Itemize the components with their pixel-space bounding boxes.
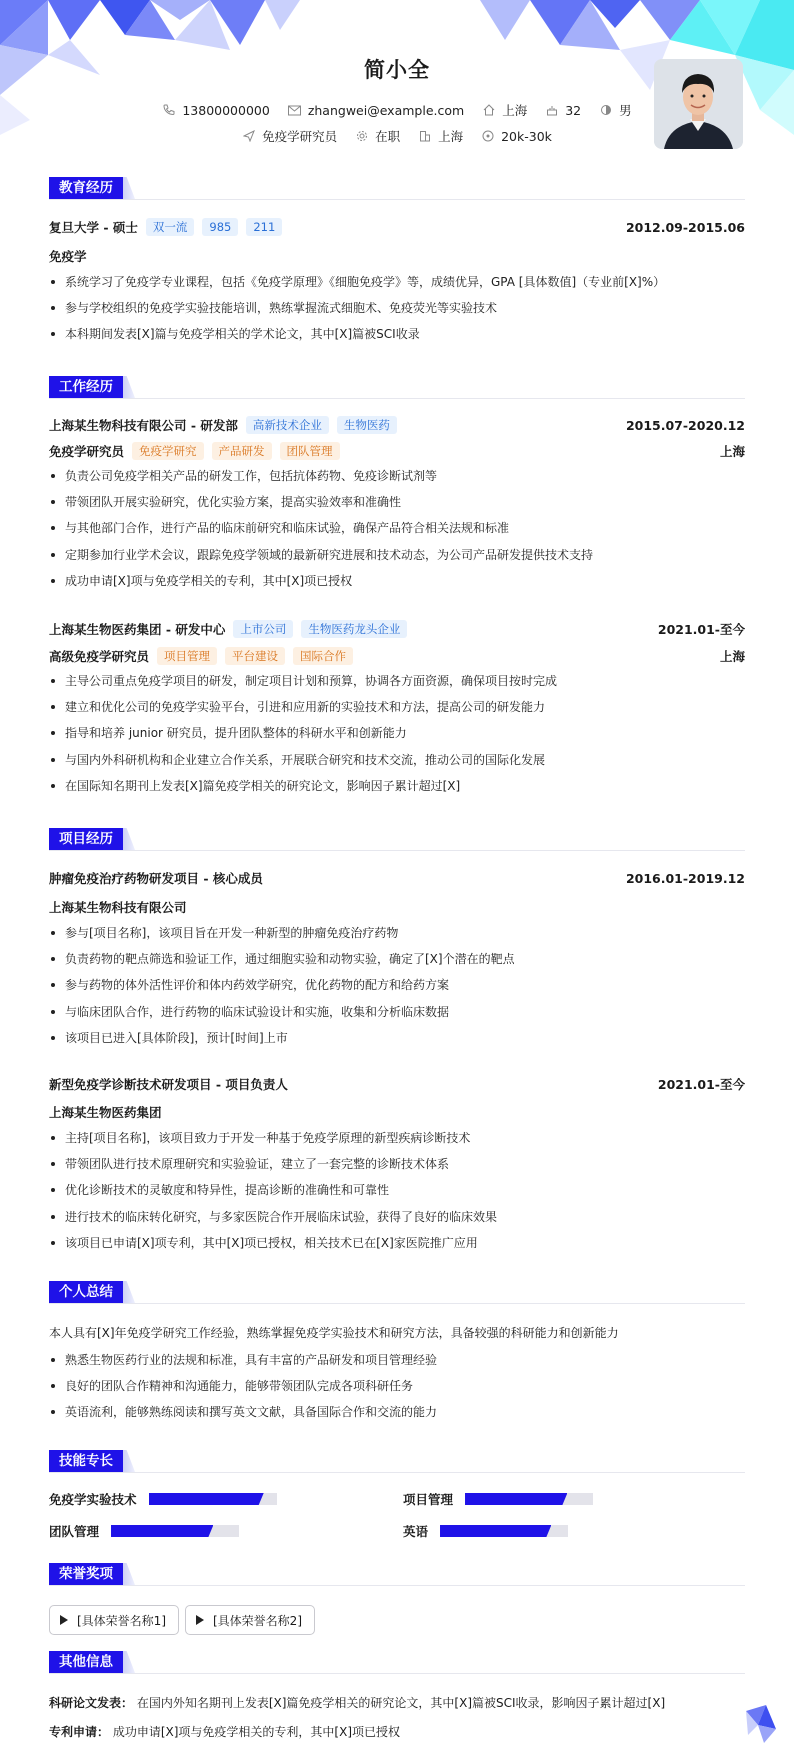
project-org: 上海某生物科技有限公司 — [49, 900, 187, 915]
section-title: 个人总结 — [49, 1281, 123, 1303]
skill-item — [49, 1522, 239, 1540]
project-title: 新型免疫学诊断技术研发项目 - 项目负责人 — [49, 1077, 288, 1092]
skill-name: 团队管理 — [49, 1524, 100, 1539]
education-date: 2012.09-2015.06 — [625, 219, 745, 235]
logo-icon — [744, 1705, 780, 1743]
major-row — [49, 247, 745, 265]
list-item: 带领团队进行技术原理研究和实验验证，建立了一套完整的诊断技术体系 — [49, 1155, 745, 1181]
major-name: 免疫学 — [49, 249, 87, 264]
list-item: 指导和培养 junior 研究员，提升团队整体的科研水平和创新能力 — [49, 724, 745, 750]
section-header — [49, 1651, 745, 1673]
award-name: [具体荣誉名称2] — [213, 1613, 302, 1628]
skill-name: 项目管理 — [403, 1492, 454, 1507]
phone-info — [162, 103, 269, 118]
role-tag: 国际合作 — [293, 647, 353, 665]
projects-section — [49, 828, 745, 1258]
candidate-name: 简小全 — [364, 58, 430, 82]
list-item: 进行技术的临床转化研究，与多家医院合作开展临床试验，获得了良好的临床效果 — [49, 1208, 745, 1234]
section-header — [49, 376, 745, 398]
company-tag: 上市公司 — [233, 620, 293, 638]
list-item: 该项目已进入[具体阶段]，预计[时间]上市 — [49, 1029, 745, 1055]
list-item: 带领团队开展实验研究，优化实验方案，提高实验效率和准确性 — [49, 493, 745, 519]
profile-photo — [654, 59, 743, 149]
other-section — [49, 1651, 745, 1751]
project-org-row — [49, 898, 745, 916]
job-role-row — [49, 442, 745, 460]
divider — [49, 1472, 745, 1473]
cake-icon — [545, 103, 559, 117]
role-tag: 免疫学研究 — [132, 442, 204, 460]
skill-bar-fill — [440, 1525, 551, 1537]
role-tag: 项目管理 — [157, 647, 217, 665]
divider — [49, 850, 745, 851]
job-role: 免疫学研究员 — [49, 444, 125, 459]
work-section — [49, 376, 745, 816]
section-header — [49, 828, 745, 850]
section-title: 荣誉奖项 — [49, 1563, 123, 1585]
education-header — [49, 218, 745, 236]
city-text: 上海 — [502, 103, 528, 118]
award-item — [185, 1605, 315, 1635]
send-icon — [242, 129, 256, 143]
list-item: 熟悉生物医药行业的法规和标准，具有丰富的产品研发和项目管理经验 — [49, 1351, 745, 1377]
other-value: 成功申请[X]项与免疫学相关的专利，其中[X]项已授权 — [112, 1725, 401, 1739]
divider — [49, 398, 745, 399]
role-tag: 产品研发 — [212, 442, 272, 460]
company-name: 上海某生物科技有限公司 - 研发部 — [49, 418, 238, 433]
list-item: 与临床团队合作，进行药物的临床试验设计和实施，收集和分析临床数据 — [49, 1003, 745, 1029]
school-name: 复旦大学 - 硕士 — [49, 220, 138, 235]
gender-icon — [599, 103, 613, 117]
gear-icon — [355, 129, 369, 143]
other-value: 在国内外知名期刊上发表[X]篇免疫学相关的研究论文，其中[X]篇被SCI收录，影响因子累计超过[X] — [136, 1696, 666, 1710]
gender-text: 男 — [619, 103, 632, 118]
phone-text: 13800000000 — [182, 102, 270, 118]
company-tag: 生物医药 — [337, 416, 397, 434]
section-header — [49, 1281, 745, 1303]
list-item: 在国际知名期刊上发表[X]篇免疫学相关的研究论文，影响因子累计超过[X] — [49, 777, 745, 803]
job-location: 上海 — [719, 649, 745, 664]
skill-bar — [111, 1525, 239, 1537]
job-location: 上海 — [719, 444, 745, 459]
list-item: 主导公司重点免疫学项目的研发，制定项目计划和预算，协调各方面资源，确保项目按时完成 — [49, 672, 745, 698]
project-title: 肿瘤免疫治疗药物研发项目 - 核心成员 — [49, 871, 263, 886]
skill-bar-fill — [465, 1493, 567, 1505]
play-icon — [196, 1615, 204, 1625]
job-role: 高级免疫学研究员 — [49, 649, 150, 664]
list-item: 负责药物的靶点筛选和验证工作，通过细胞实验和动物实验，确定了[X]个潜在的靶点 — [49, 950, 745, 976]
project-bullets — [49, 924, 745, 1055]
list-item: 英语流利，能够熟练阅读和撰写英文文献，具备国际合作和交流的能力 — [49, 1403, 745, 1429]
school-tag: 双一流 — [146, 218, 195, 236]
email-text: zhangwei@example.com — [307, 102, 465, 118]
list-item: 建立和优化公司的免疫学实验平台，引进和应用新的实验技术和方法，提高公司的研发能力 — [49, 698, 745, 724]
skill-bar-fill — [111, 1525, 213, 1537]
target-city-text: 上海 — [438, 129, 464, 144]
mail-icon — [288, 103, 302, 117]
other-key: 专利申请： — [49, 1725, 110, 1739]
position-text: 免疫学研究员 — [262, 129, 338, 144]
skill-bar — [465, 1493, 593, 1505]
phone-icon — [162, 103, 176, 117]
status-text: 在职 — [375, 129, 401, 144]
target-city-info — [418, 127, 463, 145]
list-item: 参与学校组织的免疫学实验技能培训，熟练掌握流式细胞术、免疫荧光等实验技术 — [49, 299, 745, 325]
list-item: 与国内外科研机构和企业建立合作关系，开展联合研究和技术交流，推动公司的国际化发展 — [49, 751, 745, 777]
list-item: 与其他部门合作，进行产品的临床前研究和临床试验，确保产品符合相关法规和标准 — [49, 519, 745, 545]
section-header — [49, 177, 745, 199]
skills-section — [49, 1450, 745, 1560]
age-text: 32 — [565, 102, 582, 118]
other-item — [49, 1723, 400, 1740]
section-title-decoration — [121, 1281, 135, 1303]
list-item: 系统学习了免疫学专业课程，包括《免疫学原理》《细胞免疫学》等，成绩优异，GPA [具体数值]（专业前[X]%） — [49, 273, 745, 299]
job-bullets — [49, 672, 745, 803]
age-info — [545, 103, 581, 118]
job-header — [49, 620, 745, 638]
section-title-decoration — [121, 376, 135, 398]
skill-item — [403, 1490, 593, 1508]
status-info — [355, 127, 400, 145]
divider — [49, 1585, 745, 1586]
city-info — [482, 101, 527, 119]
job-header — [49, 416, 745, 434]
skill-item — [49, 1490, 277, 1508]
project-org: 上海某生物医药集团 — [49, 1105, 162, 1120]
skill-name: 英语 — [403, 1524, 429, 1539]
award-item — [49, 1605, 179, 1635]
list-item: 优化诊断技术的灵敏度和特异性，提高诊断的准确性和可靠性 — [49, 1181, 745, 1207]
list-item: 良好的团队合作精神和沟通能力，能够带领团队完成各项科研任务 — [49, 1377, 745, 1403]
section-title: 教育经历 — [49, 177, 123, 199]
summary-intro: 本人具有[X]年免疫学研究工作经验，熟练掌握免疫学实验技术和研究方法，具备较强的科研能力和创新能力 — [49, 1326, 619, 1340]
building-icon — [418, 129, 432, 143]
list-item: 定期参加行业学术会议，跟踪免疫学领域的最新研究进展和技术动态，为公司产品研发提供技术支持 — [49, 546, 745, 572]
section-title-decoration — [121, 177, 135, 199]
section-title-decoration — [121, 828, 135, 850]
job-date: 2015.07-2020.12 — [625, 417, 745, 433]
project-date: 2021.01-至今 — [657, 1077, 745, 1092]
list-item: 本科期间发表[X]篇与免疫学相关的学术论文，其中[X]篇被SCI收录 — [49, 325, 745, 351]
award-name: [具体荣誉名称1] — [77, 1613, 166, 1628]
list-item: 负责公司免疫学相关产品的研发工作，包括抗体药物、免疫诊断试剂等 — [49, 467, 745, 493]
gender-info — [599, 101, 632, 119]
section-title-decoration — [121, 1450, 135, 1472]
job-bullets — [49, 467, 745, 598]
summary-section — [49, 1281, 745, 1431]
salary-text: 20k-30k — [501, 128, 552, 144]
section-title-decoration — [121, 1651, 135, 1673]
list-item: 主持[项目名称]，该项目致力于开发一种基于免疫学原理的新型疾病诊断技术 — [49, 1129, 745, 1155]
school-tag: 985 — [202, 218, 238, 236]
section-header — [49, 1450, 745, 1472]
section-title: 其他信息 — [49, 1651, 123, 1673]
divider — [49, 1673, 745, 1674]
skill-name: 免疫学实验技术 — [49, 1492, 137, 1507]
divider — [49, 199, 745, 200]
role-tag: 团队管理 — [280, 442, 340, 460]
coin-icon — [481, 129, 495, 143]
job-role-row — [49, 647, 745, 665]
company-name: 上海某生物医药集团 - 研发中心 — [49, 622, 226, 637]
section-title: 技能专长 — [49, 1450, 123, 1472]
list-item: 参与[项目名称]，该项目旨在开发一种新型的肿瘤免疫治疗药物 — [49, 924, 745, 950]
section-title: 项目经历 — [49, 828, 123, 850]
other-item — [49, 1694, 665, 1711]
company-tag: 高新技术企业 — [246, 416, 329, 434]
section-header — [49, 1563, 745, 1585]
other-key: 科研论文发表： — [49, 1696, 134, 1710]
project-header — [49, 869, 745, 887]
list-item: 成功申请[X]项与免疫学相关的专利，其中[X]项已授权 — [49, 572, 745, 598]
role-tag: 平台建设 — [225, 647, 285, 665]
home-icon — [482, 103, 496, 117]
awards-section — [49, 1563, 745, 1643]
project-bullets — [49, 1129, 745, 1260]
project-date: 2016.01-2019.12 — [625, 870, 745, 886]
section-title-decoration — [121, 1563, 135, 1585]
education-bullets — [49, 273, 745, 352]
list-item: 参与药物的体外活性评价和体内药效学研究，优化药物的配方和给药方案 — [49, 976, 745, 1002]
list-item: 该项目已申请[X]项专利，其中[X]项已授权，相关技术已在[X]家医院推广应用 — [49, 1234, 745, 1260]
section-title: 工作经历 — [49, 376, 123, 398]
education-section — [49, 177, 745, 357]
salary-info — [481, 129, 552, 144]
school-tag: 211 — [246, 218, 282, 236]
skill-bar — [149, 1493, 277, 1505]
project-org-row — [49, 1103, 745, 1121]
skill-bar — [440, 1525, 568, 1537]
summary-bullets — [49, 1351, 745, 1430]
divider — [49, 1303, 745, 1304]
company-tag: 生物医药龙头企业 — [301, 620, 407, 638]
email-info — [288, 103, 464, 118]
project-header — [49, 1075, 745, 1093]
position-info — [242, 127, 337, 145]
job-date: 2021.01-至今 — [657, 622, 745, 637]
skill-bar-fill — [149, 1493, 264, 1505]
play-icon — [60, 1615, 68, 1625]
skill-item — [403, 1522, 568, 1540]
